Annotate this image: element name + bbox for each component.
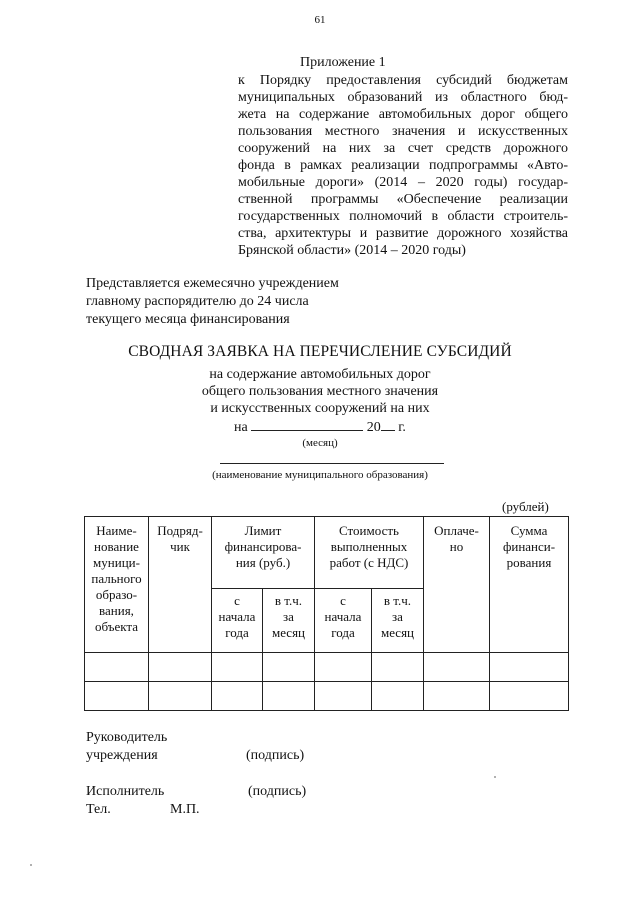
subsidy-request-table bbox=[84, 516, 569, 711]
note-line: Представляется ежемесячно учреждением bbox=[86, 276, 339, 291]
head-signature-caption: (подпись) bbox=[246, 748, 305, 763]
subheader-limit-from-year-start: с начала года bbox=[212, 589, 263, 653]
table-row bbox=[85, 653, 569, 682]
header-work-cost: Стоимость выполненных работ (с НДС) bbox=[315, 517, 424, 589]
scan-speck bbox=[494, 776, 496, 778]
table-cell bbox=[85, 653, 149, 682]
head-label-line-1: Руководитель bbox=[86, 730, 168, 745]
table-cell bbox=[372, 653, 424, 682]
appendix-line: жета на содержание автомобильных дорог общего bbox=[238, 107, 568, 122]
appendix-line: фонда в рамках реализации подпрограммы «Авто- bbox=[238, 158, 568, 173]
date-prefix: на bbox=[234, 420, 248, 435]
table-cell bbox=[490, 682, 569, 711]
header-object-name: Наиме- нование муници- пального образо- вания, объекта bbox=[85, 517, 149, 653]
units-label: (рублей) bbox=[502, 499, 549, 514]
appendix-description bbox=[238, 72, 568, 259]
note-line: главному распорядителю до 24 числа bbox=[86, 294, 309, 309]
page-number: 61 bbox=[314, 14, 326, 26]
appendix-line: Брянской области» (2014 – 2020 годы) bbox=[238, 243, 466, 258]
table-cell bbox=[212, 653, 263, 682]
table-cell bbox=[424, 682, 490, 711]
table-cell bbox=[424, 653, 490, 682]
executor-signature-caption: (подпись) bbox=[248, 784, 307, 799]
phone-label: Тел. bbox=[86, 802, 111, 817]
subheader-limit-incl-month: в т.ч. за месяц bbox=[263, 589, 315, 653]
appendix-line: ства, архитектуры и развитие дорожного хозяйства bbox=[238, 226, 568, 241]
table-cell bbox=[263, 682, 315, 711]
year-blank bbox=[381, 417, 395, 431]
subheader-cost-incl-month: в т.ч. за месяц bbox=[372, 589, 424, 653]
seal-label: М.П. bbox=[170, 802, 200, 817]
subheader-cost-from-year-start: с начала года bbox=[315, 589, 372, 653]
appendix-line: ственной программы «Обеспечение реализации bbox=[238, 192, 568, 207]
table-cell bbox=[490, 653, 569, 682]
table-cell bbox=[85, 682, 149, 711]
month-blank bbox=[251, 417, 363, 431]
appendix-line: пользования местного значения и искусственных bbox=[238, 124, 568, 139]
table-row bbox=[85, 682, 569, 711]
date-line bbox=[0, 417, 640, 436]
appendix-heading: Приложение 1 bbox=[300, 55, 386, 70]
head-label-line-2: учреждения bbox=[86, 748, 158, 763]
header-paid: Оплаче- но bbox=[424, 517, 490, 653]
year-prefix: 20 bbox=[366, 420, 381, 435]
table-cell bbox=[263, 653, 315, 682]
appendix-line: муниципальных образований из областного бюд- bbox=[238, 90, 568, 105]
document-title: СВОДНАЯ ЗАЯВКА НА ПЕРЕЧИСЛЕНИЕ СУБСИДИЙ bbox=[128, 343, 512, 360]
document-subtitle bbox=[0, 366, 640, 417]
appendix-line: мобильные дороги» (2014 – 2020 годы) государ- bbox=[238, 175, 568, 190]
table-cell bbox=[149, 682, 212, 711]
appendix-line: сооружений на них за счет средств дорожного bbox=[238, 141, 568, 156]
org-name-caption: (наименование муниципального образования) bbox=[212, 469, 428, 481]
subtitle-line: на содержание автомобильных дорог bbox=[209, 367, 431, 382]
scan-speck bbox=[30, 864, 32, 866]
header-contractor: Подряд- чик bbox=[149, 517, 212, 653]
table-cell bbox=[315, 653, 372, 682]
month-caption: (месяц) bbox=[302, 437, 338, 449]
org-name-line bbox=[220, 463, 444, 464]
header-financing-limit: Лимит финансирова- ния (руб.) bbox=[212, 517, 315, 589]
subtitle-line: общего пользования местного значения bbox=[201, 384, 439, 399]
table-cell bbox=[315, 682, 372, 711]
date-suffix: г. bbox=[398, 420, 406, 435]
table-cell bbox=[149, 653, 212, 682]
table-cell bbox=[372, 682, 424, 711]
header-financing-amount: Сумма финанси- рования bbox=[490, 517, 569, 653]
note-line: текущего месяца финансирования bbox=[86, 312, 290, 327]
subtitle-line: и искусственных сооружений на них bbox=[210, 401, 430, 416]
submission-note bbox=[86, 275, 339, 329]
executor-label: Исполнитель bbox=[86, 784, 165, 799]
appendix-line: государственных полномочий в области строитель- bbox=[238, 209, 568, 224]
appendix-line: к Порядку предоставления субсидий бюджетам bbox=[238, 73, 568, 88]
table-cell bbox=[212, 682, 263, 711]
